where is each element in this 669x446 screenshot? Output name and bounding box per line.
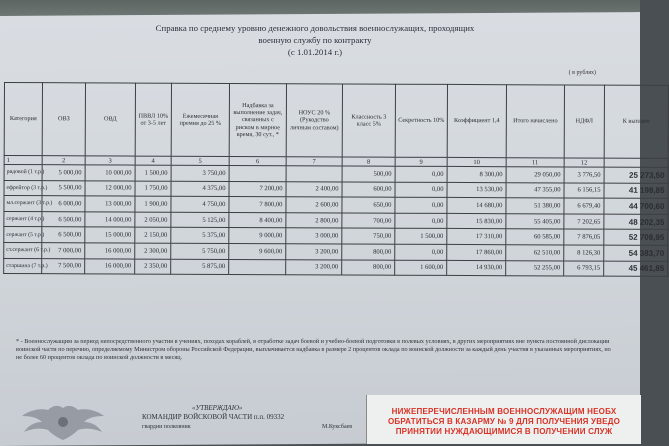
title-line-1: Справка по среднему уровню денежного довольствия военнослужащих, проходящих xyxy=(155,23,475,33)
payout-cell: 45 461,85 xyxy=(604,261,668,277)
footnote: * - Военнослужащим за период непосредственного участия в учениях, походах кораблей, в отработке задач боевой и учебно-боевой подготовки в полевых условиях, в других мероприятиях вне пункта постоянной дислокации воинской части по перечню, определяемому Министром обороны Российской Федерации, выплачивается надбавка в размере 2 процентов оклада по воинской должности за каждый день участия в указанных мероприятиях, но не более 60 процентов оклада по воинской должности в месяц. xyxy=(16,338,611,362)
column-header: Итого начислено xyxy=(506,85,564,158)
table-cell: 60 585,00 xyxy=(506,229,564,245)
table-cell: 47 355,00 xyxy=(506,182,564,198)
table-cell: 13 000,00 xyxy=(85,196,135,212)
approval-rank: гвардии полковник xyxy=(142,424,191,430)
table-cell: 0,00 xyxy=(395,182,447,198)
table-cell: 9 000,00 xyxy=(229,228,286,244)
table-cell: 6 793,15 xyxy=(564,261,604,277)
table-cell: 750,00 xyxy=(342,228,395,244)
table-cell: 7 202,65 xyxy=(564,214,604,230)
column-header: НДФЛ xyxy=(564,85,604,158)
table-cell: 1 500,00 xyxy=(395,229,447,245)
table-cell: 0,00 xyxy=(395,213,447,229)
table-cell: 4 750,00 xyxy=(171,196,229,212)
table-cell: 0,00 xyxy=(395,166,447,182)
table-cell: 6 679,40 xyxy=(564,198,604,214)
table-cell: 1 900,00 xyxy=(135,196,171,212)
notice-line-3: ПРИНЯТИИ НУЖДАЮЩИМИСЯ В ПОЛУЧЕНИИ СЛУЖ xyxy=(395,427,613,436)
column-number: 11 xyxy=(506,158,564,167)
column-number: 9 xyxy=(395,157,447,166)
column-number: 8 xyxy=(342,157,395,166)
table-cell: 3 000,00 xyxy=(286,228,342,244)
approval-name: М.Куксбаев xyxy=(322,424,353,430)
table-cell: 3 776,50 xyxy=(564,167,604,183)
column-header: ОВЗ xyxy=(42,83,85,156)
table-cell: 3 750,00 xyxy=(171,165,229,181)
table-cell: 700,00 xyxy=(342,213,395,229)
table-cell: 6 156,15 xyxy=(564,183,604,199)
table-cell: 52 255,00 xyxy=(506,260,564,276)
column-header: Секретность 10% xyxy=(395,84,447,157)
table-row xyxy=(4,258,668,276)
title-line-2: военную службу по контракту xyxy=(258,35,372,45)
payout-cell: 52 708,95 xyxy=(604,229,668,245)
column-number-filler xyxy=(604,158,668,167)
rank-category-cell: рядовой (1 т.р.) xyxy=(4,165,42,181)
pay-table xyxy=(3,82,669,277)
table-cell: 9 600,00 xyxy=(229,243,286,259)
column-header: Классность 3 класс 5% xyxy=(342,84,395,157)
table-cell: 1 600,00 xyxy=(395,260,447,276)
table-cell: 13 530,00 xyxy=(447,182,506,198)
table-cell: 8 300,00 xyxy=(447,166,506,182)
column-number: 5 xyxy=(171,156,229,165)
table-cell xyxy=(286,166,342,182)
notice-line-2: ОБРАТИТЬСЯ В КАЗАРМУ № 9 ДЛЯ ПОЛУЧЕНИЯ УВЕДО xyxy=(387,417,621,426)
table-cell: 2 350,00 xyxy=(135,259,171,275)
payout-cell: 48 202,35 xyxy=(604,214,668,230)
table-cell: 12 000,00 xyxy=(85,180,135,196)
table-cell: 5 000,00 xyxy=(42,165,85,181)
notice-line-1: НИЖЕПЕРЕЧИСЛЕННЫМ ВОЕННОСЛУЖАЩИМ НЕОБХ xyxy=(391,407,617,416)
table-cell: 7 500,00 xyxy=(42,258,85,274)
table-cell: 2 300,00 xyxy=(135,243,171,259)
table-cell: 8 400,00 xyxy=(229,212,286,228)
table-cell: 55 405,00 xyxy=(506,213,564,229)
table-body xyxy=(4,165,668,277)
table-cell xyxy=(229,259,286,275)
table-cell: 500,00 xyxy=(342,166,395,182)
table-cell: 800,00 xyxy=(342,244,395,260)
table-cell: 7 000,00 xyxy=(42,243,85,259)
table-cell: 17 860,00 xyxy=(447,244,506,260)
table-cell: 14 680,00 xyxy=(447,198,506,214)
table-cell: 8 126,30 xyxy=(564,245,604,261)
table-cell: 14 000,00 xyxy=(85,212,135,228)
column-number: 12 xyxy=(564,158,604,167)
column-number: 2 xyxy=(42,156,85,165)
table-cell: 51 380,00 xyxy=(506,198,564,214)
column-number: 7 xyxy=(286,157,342,166)
approval-head: «УТВЕРЖДАЮ» xyxy=(192,404,243,412)
payout-cell: 54 383,70 xyxy=(604,245,668,261)
table-cell: 6 500,00 xyxy=(42,227,85,243)
rank-category-cell: старшина (7 т.р.) xyxy=(4,258,42,274)
table-cell: 4 375,00 xyxy=(171,181,229,197)
column-number: 3 xyxy=(85,156,135,165)
table-cell: 15 830,00 xyxy=(447,213,506,229)
column-number: 4 xyxy=(135,156,171,165)
table-cell: 3 200,00 xyxy=(286,259,342,275)
column-number: 6 xyxy=(229,156,286,165)
column-header: Коэффициент 1,4 xyxy=(447,84,506,157)
table-cell: 16 000,00 xyxy=(85,243,135,259)
table-cell: 15 000,00 xyxy=(85,227,135,243)
document-title xyxy=(105,22,525,58)
rank-category-cell: мл.сержант (3 т.р.) xyxy=(4,196,42,212)
column-number: 10 xyxy=(447,157,506,166)
double-headed-eagle-emblem-icon xyxy=(18,400,108,442)
table-cell: 5 750,00 xyxy=(171,243,229,259)
rank-category-cell: ст.сержант (6 т.р.) xyxy=(4,242,42,258)
table-cell: 2 600,00 xyxy=(286,197,342,213)
rank-category-cell: сержант (4 т.р.) xyxy=(4,211,42,227)
notice-sheet xyxy=(366,395,641,444)
column-header: Ежемесячная премия до 25 % xyxy=(171,83,229,156)
column-header: НОУС 20 % (Рукодство личным составом) xyxy=(286,84,342,157)
unit-note: ( в рублях) xyxy=(568,70,596,76)
table-cell: 800,00 xyxy=(342,260,395,276)
table-cell: 2 800,00 xyxy=(286,213,342,229)
column-header: Надбавка за выполнение задач, связанных с риском в мирное время, 30 сут., * xyxy=(229,83,286,156)
table-cell: 6 500,00 xyxy=(42,211,85,227)
table-cell: 29 050,00 xyxy=(506,167,564,183)
table-cell xyxy=(229,165,286,181)
approval-commander: КОМАНДИР ВОЙСКОВОЙ ЧАСТИ п.п. 09332 xyxy=(142,413,285,421)
table-cell: 1 500,00 xyxy=(135,165,171,181)
table-cell: 5 500,00 xyxy=(42,180,85,196)
table-cell: 2 050,00 xyxy=(135,212,171,228)
table-cell: 2 150,00 xyxy=(135,227,171,243)
table-cell: 16 000,00 xyxy=(85,258,135,274)
table-cell: 2 400,00 xyxy=(286,181,342,197)
rank-category-cell: сержант (5 т.р.) xyxy=(4,227,42,243)
title-line-3: (с 1.01.2014 г.) xyxy=(287,47,343,57)
payout-cell: 25 273,50 xyxy=(604,167,668,183)
table-cell: 650,00 xyxy=(342,197,395,213)
column-header: ПВВЛ 10% от 3-5 лет xyxy=(135,83,171,156)
table-cell: 7 200,00 xyxy=(229,181,286,197)
column-header: Категория xyxy=(4,83,42,156)
table-cell: 1 750,00 xyxy=(135,181,171,197)
payout-cell: 41 198,85 xyxy=(604,183,668,199)
column-number: 1 xyxy=(4,156,42,165)
column-header: К выплате xyxy=(604,85,668,158)
table-cell: 5 875,00 xyxy=(171,259,229,275)
table-cell: 3 200,00 xyxy=(286,244,342,260)
table-cell: 0,00 xyxy=(395,197,447,213)
table-cell: 62 510,00 xyxy=(506,245,564,261)
table-cell: 17 310,00 xyxy=(447,229,506,245)
table-header xyxy=(4,83,668,168)
rank-category-cell: ефрейтор (3 т.р.) xyxy=(4,180,42,196)
table-cell: 0,00 xyxy=(395,244,447,260)
table-cell: 5 375,00 xyxy=(171,228,229,244)
table-cell: 600,00 xyxy=(342,182,395,198)
table-cell: 10 000,00 xyxy=(85,165,135,181)
table-cell: 7 800,00 xyxy=(229,197,286,213)
table-cell: 14 930,00 xyxy=(447,260,506,276)
table-cell: 6 000,00 xyxy=(42,196,85,212)
table-cell: 7 876,05 xyxy=(564,229,604,245)
payout-cell: 44 700,60 xyxy=(604,198,668,214)
table-cell: 5 125,00 xyxy=(171,212,229,228)
column-header: ОВД xyxy=(85,83,135,156)
